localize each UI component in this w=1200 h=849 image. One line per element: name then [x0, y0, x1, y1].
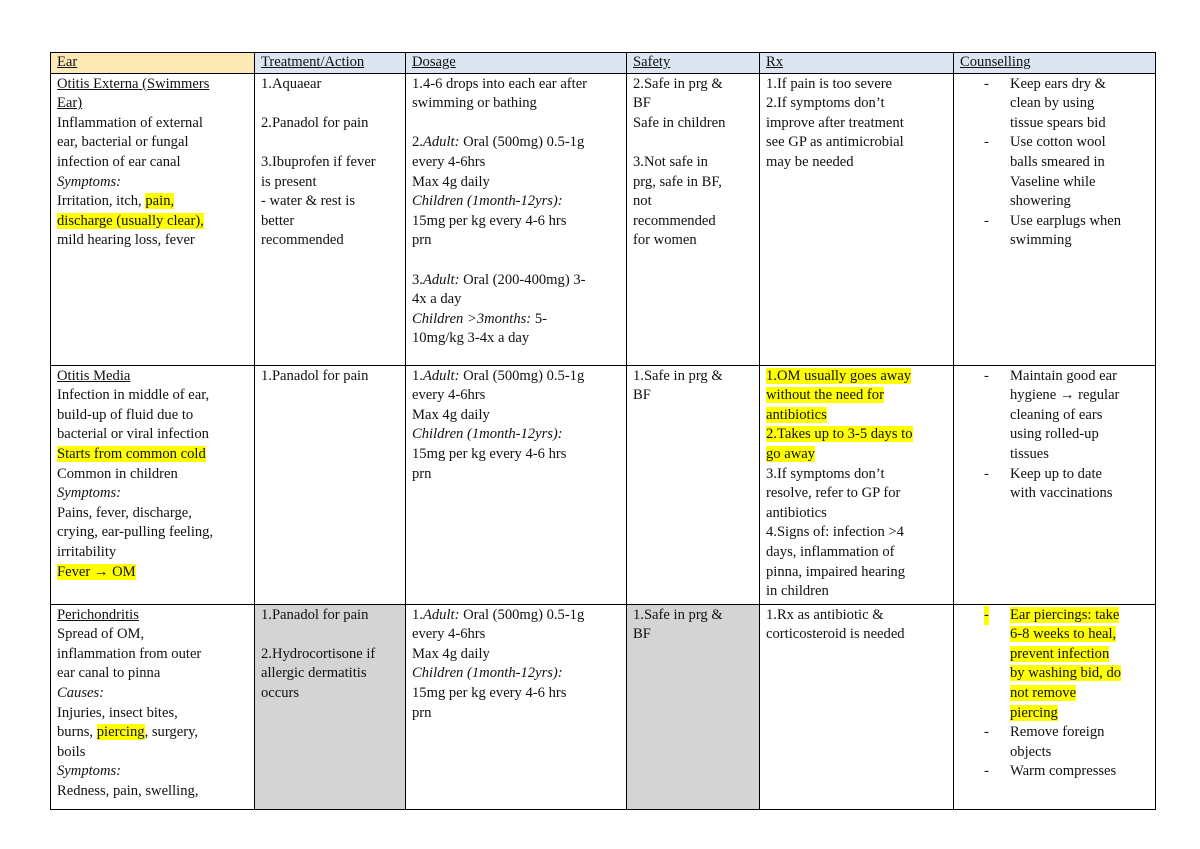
- text-line: BF: [633, 387, 651, 404]
- text-line: Redness, pain, swelling,: [57, 782, 199, 799]
- text-line: objects: [1010, 743, 1052, 760]
- perichondritis-condition-cell: [51, 604, 255, 809]
- text-line: 1.Adult: Oral (500mg) 0.5-1g: [412, 606, 585, 623]
- text-line: 1.If pain is too severe: [766, 75, 893, 92]
- text-line: 2.Hydrocortisone if: [261, 645, 376, 662]
- text-line: pinna, impaired hearing: [766, 563, 905, 580]
- text-line: Ear): [57, 95, 83, 112]
- counselling-list: [960, 367, 1151, 504]
- text-line: Irritation, itch, pain,: [57, 193, 175, 210]
- text-line: hygiene → regular: [1010, 387, 1120, 404]
- text-line: for women: [633, 232, 697, 249]
- row-otitis-externa: [51, 73, 1156, 365]
- perichondritis-dosage-cell: [406, 604, 627, 809]
- text-line: Fever → OM: [57, 563, 136, 580]
- perichondritis-treatment-cell: [255, 604, 406, 809]
- dash-bullet-icon: -: [984, 367, 989, 384]
- otitis-media-condition-cell: [51, 365, 255, 604]
- text-line: Maintain good ear: [1010, 367, 1117, 384]
- text-line: recommended: [633, 212, 716, 229]
- text-line: not remove: [1010, 684, 1077, 701]
- text-line: antibiotics: [766, 406, 827, 423]
- text-line: 2.Safe in prg &: [633, 75, 723, 92]
- text-line: Children (1month-12yrs):: [412, 665, 563, 682]
- text-line: not: [633, 193, 652, 210]
- otitis-externa-condition-cell: [51, 73, 255, 365]
- counselling-list-item: [960, 465, 1151, 504]
- text-line: piercing: [1010, 704, 1058, 721]
- counselling-list-item: [960, 723, 1151, 762]
- text-line: by washing bid, do: [1010, 665, 1122, 682]
- perichondritis-safety-cell: [627, 604, 760, 809]
- text-line: 1.OM usually goes away: [766, 367, 912, 384]
- text-line: Use earplugs when: [1010, 212, 1122, 229]
- text-line: Children (1month-12yrs):: [412, 193, 563, 210]
- counselling-list-item: [960, 75, 1151, 134]
- counselling-list: [960, 606, 1151, 782]
- text-line: Max 4g daily: [412, 173, 490, 190]
- perichondritis-rx-cell: [760, 604, 954, 809]
- text-line: 15mg per kg every 4-6 hrs: [412, 445, 567, 462]
- text-line: Safe in children: [633, 114, 726, 131]
- otitis-media-rx-cell: [760, 365, 954, 604]
- text-line: swimming or bathing: [412, 95, 537, 112]
- text-line: resolve, refer to GP for: [766, 485, 901, 502]
- header-treatment-action: Treatment/Action: [255, 53, 406, 74]
- text-line: corticosteroid is needed: [766, 626, 905, 643]
- counselling-list-item: [960, 606, 1151, 724]
- text-line: BF: [633, 95, 651, 112]
- text-line: 1.4-6 drops into each ear after: [412, 75, 588, 92]
- text-line: without the need for: [766, 387, 884, 404]
- text-line: bacterial or viral infection: [57, 426, 209, 443]
- text-line: boils: [57, 743, 86, 760]
- text-line: crying, ear-pulling feeling,: [57, 524, 214, 541]
- text-line: in children: [766, 583, 829, 600]
- text-line: discharge (usually clear),: [57, 212, 204, 229]
- text-line: Perichondritis: [57, 606, 139, 623]
- text-line: 1.Safe in prg &: [633, 367, 723, 384]
- dash-bullet-icon: -: [984, 212, 989, 229]
- text-line: balls smeared in: [1010, 153, 1105, 170]
- text-line: [261, 625, 401, 645]
- text-line: better: [261, 212, 295, 229]
- text-line: prn: [412, 465, 432, 482]
- otitis-media-safety-cell: [627, 365, 760, 604]
- text-line: prevent infection: [1010, 645, 1110, 662]
- text-line: Max 4g daily: [412, 406, 490, 423]
- dash-bullet-icon: -: [984, 724, 989, 741]
- text-line: Otitis Externa (Swimmers: [57, 75, 210, 92]
- text-line: - water & rest is: [261, 193, 356, 210]
- text-line: days, inflammation of: [766, 543, 895, 560]
- text-line: 3.Not safe in: [633, 153, 708, 170]
- text-line: 15mg per kg every 4-6 hrs: [412, 212, 567, 229]
- text-line: every 4-6hrs: [412, 153, 486, 170]
- text-line: prn: [412, 232, 432, 249]
- text-line: occurs: [261, 684, 300, 701]
- text-line: 1.Panadol for pain: [261, 367, 369, 384]
- text-line: Warm compresses: [1010, 763, 1117, 780]
- text-line: allergic dermatitis: [261, 665, 367, 682]
- text-line: ear, bacterial or fungal: [57, 134, 189, 151]
- text-line: 15mg per kg every 4-6 hrs: [412, 684, 567, 701]
- text-line: Ear piercings: take: [1010, 606, 1120, 623]
- text-line: mild hearing loss, fever: [57, 232, 195, 249]
- text-line: using rolled-up: [1010, 426, 1099, 443]
- text-line: may be needed: [766, 153, 854, 170]
- text-line: 4x a day: [412, 291, 462, 308]
- text-line: [633, 133, 755, 153]
- text-line: every 4-6hrs: [412, 387, 486, 404]
- text-line: with vaccinations: [1010, 485, 1113, 502]
- text-line: 2.Panadol for pain: [261, 114, 369, 131]
- dash-bullet-icon: -: [984, 134, 989, 151]
- text-line: tissue spears bid: [1010, 114, 1106, 131]
- header-dosage: Dosage: [406, 53, 627, 74]
- text-line: 1.Panadol for pain: [261, 606, 369, 623]
- text-line: 2.Takes up to 3-5 days to: [766, 426, 913, 443]
- text-line: 1.Rx as antibiotic &: [766, 606, 884, 623]
- text-line: irritability: [57, 543, 117, 560]
- text-line: see GP as antimicrobial: [766, 134, 904, 151]
- text-line: every 4-6hrs: [412, 626, 486, 643]
- text-line: clean by using: [1010, 95, 1095, 112]
- text-line: Use cotton wool: [1010, 134, 1106, 151]
- text-line: inflammation from outer: [57, 645, 202, 662]
- text-line: Symptoms:: [57, 485, 122, 502]
- text-line: is present: [261, 173, 317, 190]
- otitis-externa-treatment-cell: [255, 73, 406, 365]
- text-line: Remove foreign: [1010, 724, 1105, 741]
- text-line: [412, 114, 622, 134]
- text-line: prn: [412, 704, 432, 721]
- text-line: infection of ear canal: [57, 153, 181, 170]
- otitis-externa-dosage-cell: [406, 73, 627, 365]
- otitis-media-treatment-cell: [255, 365, 406, 604]
- text-line: swimming: [1010, 232, 1072, 249]
- counselling-list-item: [960, 367, 1151, 465]
- text-line: Starts from common cold: [57, 445, 206, 462]
- text-line: Symptoms:: [57, 763, 122, 780]
- text-line: 3.Adult: Oral (200-400mg) 3-: [412, 271, 586, 288]
- text-line: improve after treatment: [766, 114, 904, 131]
- counselling-list-item: [960, 133, 1151, 211]
- counselling-list-item: [960, 762, 1151, 782]
- row-otitis-media: [51, 365, 1156, 604]
- perichondritis-counselling-cell: [954, 604, 1156, 809]
- text-line: 4.Signs of: infection >4: [766, 524, 904, 541]
- dash-bullet-icon: -: [984, 606, 989, 626]
- otitis-externa-rx-cell: [760, 73, 954, 365]
- text-line: Infection in middle of ear,: [57, 387, 210, 404]
- counselling-list-item: [960, 212, 1151, 251]
- header-row: [51, 53, 1156, 74]
- text-line: [261, 94, 401, 114]
- text-line: showering: [1010, 193, 1071, 210]
- text-line: Keep up to date: [1010, 465, 1102, 482]
- text-line: 2.If symptoms don’t: [766, 95, 885, 112]
- text-line: BF: [633, 626, 651, 643]
- text-line: 3.If symptoms don’t: [766, 465, 885, 482]
- text-line: Keep ears dry &: [1010, 75, 1107, 92]
- text-line: 1.Adult: Oral (500mg) 0.5-1g: [412, 367, 585, 384]
- otitis-media-counselling-cell: [954, 365, 1156, 604]
- otitis-externa-safety-cell: [627, 73, 760, 365]
- header-counselling: Counselling: [954, 53, 1156, 74]
- text-line: build-up of fluid due to: [57, 406, 194, 423]
- ear-conditions-table: [50, 52, 1156, 810]
- text-line: go away: [766, 445, 816, 462]
- otitis-media-dosage-cell: [406, 365, 627, 604]
- text-line: 1.Aquaear: [261, 75, 322, 92]
- text-line: 2.Adult: Oral (500mg) 0.5-1g: [412, 134, 585, 151]
- text-line: 1.Safe in prg &: [633, 606, 723, 623]
- text-line: 6-8 weeks to heal,: [1010, 626, 1117, 643]
- text-line: recommended: [261, 232, 344, 249]
- text-line: Inflammation of external: [57, 114, 203, 131]
- dash-bullet-icon: -: [984, 763, 989, 780]
- row-perichondritis: [51, 604, 1156, 809]
- header-ear: Ear: [51, 53, 255, 74]
- text-line: burns, piercing, surgery,: [57, 724, 199, 741]
- header-safety: Safety: [627, 53, 760, 74]
- otitis-externa-counselling-cell: [954, 73, 1156, 365]
- text-line: prg, safe in BF,: [633, 173, 722, 190]
- text-line: Otitis Media: [57, 367, 131, 384]
- dash-bullet-icon: -: [984, 75, 989, 92]
- text-line: 3.Ibuprofen if fever: [261, 153, 376, 170]
- text-line: tissues: [1010, 445, 1049, 462]
- text-line: antibiotics: [766, 504, 827, 521]
- text-line: [412, 251, 622, 271]
- text-line: cleaning of ears: [1010, 406, 1103, 423]
- text-line: Causes:: [57, 684, 105, 701]
- header-rx: Rx: [760, 53, 954, 74]
- text-line: Max 4g daily: [412, 645, 490, 662]
- text-line: Common in children: [57, 465, 178, 482]
- text-line: Pains, fever, discharge,: [57, 504, 192, 521]
- counselling-list: [960, 75, 1151, 251]
- text-line: ear canal to pinna: [57, 665, 161, 682]
- text-line: Children (1month-12yrs):: [412, 426, 563, 443]
- text-line: [261, 133, 401, 153]
- text-line: Children >3months: 5-: [412, 310, 547, 327]
- text-line: Injuries, insect bites,: [57, 704, 178, 721]
- text-line: 10mg/kg 3-4x a day: [412, 330, 530, 347]
- dash-bullet-icon: -: [984, 465, 989, 482]
- text-line: Spread of OM,: [57, 626, 145, 643]
- text-line: Vaseline while: [1010, 173, 1096, 190]
- text-line: Symptoms:: [57, 173, 122, 190]
